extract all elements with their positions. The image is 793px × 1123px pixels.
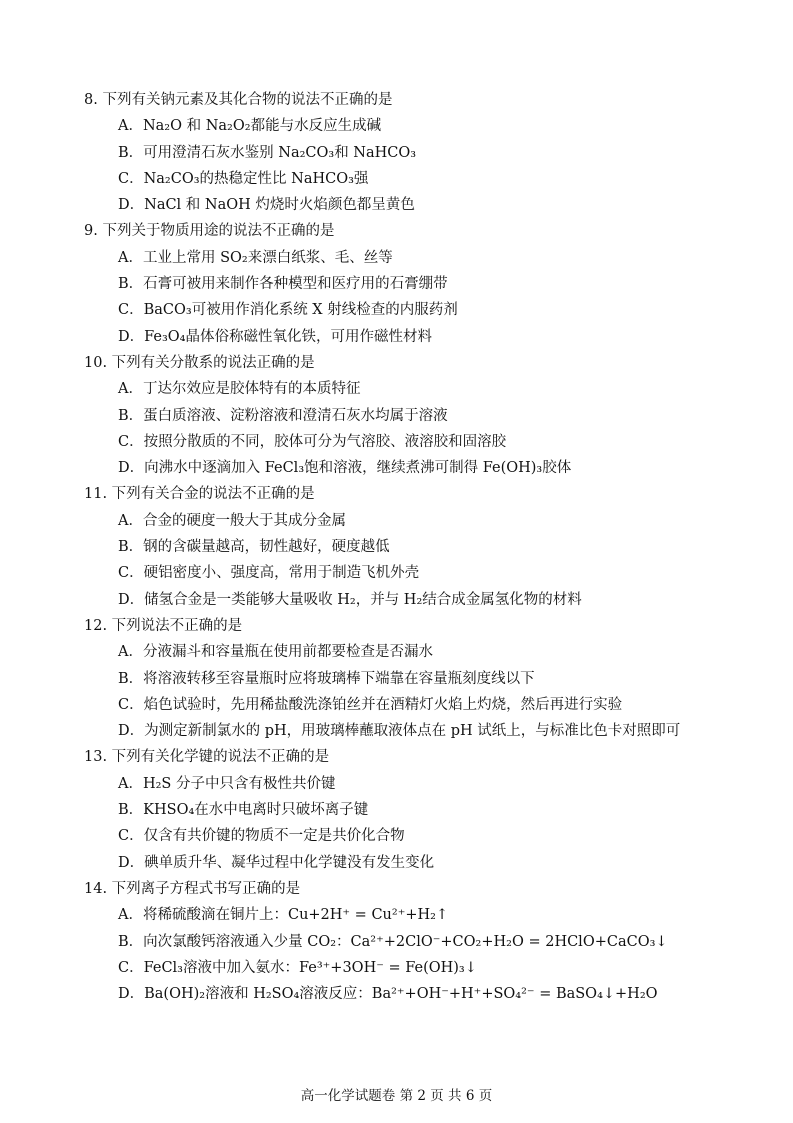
option-d: D．NaCl 和 NaOH 灼烧时火焰颜色都呈黄色 — [118, 197, 415, 214]
option-a: A．合金的硬度一般大于其成分金属 — [118, 512, 346, 529]
option-b: B．将溶液转移至容量瓶时应将玻璃棒下端靠在容量瓶刻度线以下 — [118, 670, 535, 687]
question-list — [84, 87, 714, 1007]
option-c: C．BaCO₃可被用作消化系统 X 射线检查的内服药剂 — [118, 302, 458, 319]
option-d: D．Fe₃O₄晶体俗称磁性氧化铁，可用作磁性材料 — [118, 328, 432, 345]
option-c: C．按照分散质的不同，胶体可分为气溶胶、液溶胶和固溶胶 — [118, 433, 507, 450]
option-b: B．石膏可被用来制作各种模型和医疗用的石膏绷带 — [118, 276, 448, 293]
option-a: A．将稀硫酸滴在铜片上：Cu+2H⁺ = Cu²⁺+H₂↑ — [118, 907, 449, 924]
option-a: A．分液漏斗和容量瓶在使用前都要检查是否漏水 — [118, 644, 433, 661]
option-b: B．向次氯酸钙溶液通入少量 CO₂：Ca²⁺+2ClO⁻+CO₂+H₂O = 2HClO+CaCO₃↓ — [118, 933, 668, 950]
question-stem: 10. 下列有关分散系的说法正确的是 — [84, 354, 315, 371]
question-stem: 8. 下列有关钠元素及其化合物的说法不正确的是 — [84, 92, 393, 108]
question-13 — [84, 744, 714, 875]
option-d: D．Ba(OH)₂溶液和 H₂SO₄溶液反应：Ba²⁺+OH⁻+H⁺+SO₄²⁻ = BaSO₄↓+H₂O — [118, 986, 658, 1003]
question-stem: 13. 下列有关化学键的说法不正确的是 — [84, 749, 330, 766]
option-c: C．FeCl₃溶液中加入氨水：Fe³⁺+3OH⁻ = Fe(OH)₃↓ — [118, 959, 477, 976]
question-10 — [84, 350, 714, 481]
option-a: A．H₂S 分子中只含有极性共价键 — [118, 775, 336, 792]
option-b: B．KHSO₄在水中电离时只破坏离子键 — [118, 802, 369, 819]
option-b: B．钢的含碳量越高，韧性越好，硬度越低 — [118, 539, 390, 556]
question-8 — [84, 87, 714, 218]
question-stem: 12. 下列说法不正确的是 — [84, 617, 243, 634]
page-footer: 高一化学试题卷 第 2 页 共 6 页 — [300, 1088, 493, 1104]
question-9 — [84, 218, 714, 349]
question-11 — [84, 481, 714, 612]
option-c: C．Na₂CO₃的热稳定性比 NaHCO₃强 — [118, 170, 369, 187]
option-a: A．Na₂O 和 Na₂O₂都能与水反应生成碱 — [118, 118, 382, 135]
question-stem: 14. 下列离子方程式书写正确的是 — [84, 880, 301, 897]
question-stem: 9. 下列关于物质用途的说法不正确的是 — [84, 223, 335, 240]
option-c: C．焰色试验时，先用稀盐酸洗涤铂丝并在酒精灯火焰上灼烧，然后再进行实验 — [118, 696, 623, 713]
option-c: C．仅含有共价键的物质不一定是共价化合物 — [118, 828, 405, 845]
option-d: D．储氢合金是一类能够大量吸收 H₂，并与 H₂结合成金属氢化物的材料 — [118, 591, 582, 608]
option-a: A．工业上常用 SO₂来漂白纸浆、毛、丝等 — [118, 249, 393, 266]
option-b: B．可用澄清石灰水鉴别 Na₂CO₃和 NaHCO₃ — [118, 144, 417, 161]
option-b: B．蛋白质溶液、淀粉溶液和澄清石灰水均属于溶液 — [118, 407, 448, 424]
question-12 — [84, 613, 714, 744]
question-14 — [84, 876, 714, 1007]
option-c: C．硬铝密度小、强度高，常用于制造飞机外壳 — [118, 565, 420, 582]
option-d: D．向沸水中逐滴加入 FeCl₃饱和溶液，继续煮沸可制得 Fe(OH)₃胶体 — [118, 460, 572, 477]
question-stem: 11. 下列有关合金的说法不正确的是 — [84, 486, 315, 503]
option-a: A．丁达尔效应是胶体特有的本质特征 — [118, 381, 361, 398]
option-d: D．为测定新制氯水的 pH，用玻璃棒蘸取液体点在 pH 试纸上，与标准比色卡对照即可 — [118, 723, 681, 740]
option-d: D．碘单质升华、凝华过程中化学键没有发生变化 — [118, 854, 435, 871]
